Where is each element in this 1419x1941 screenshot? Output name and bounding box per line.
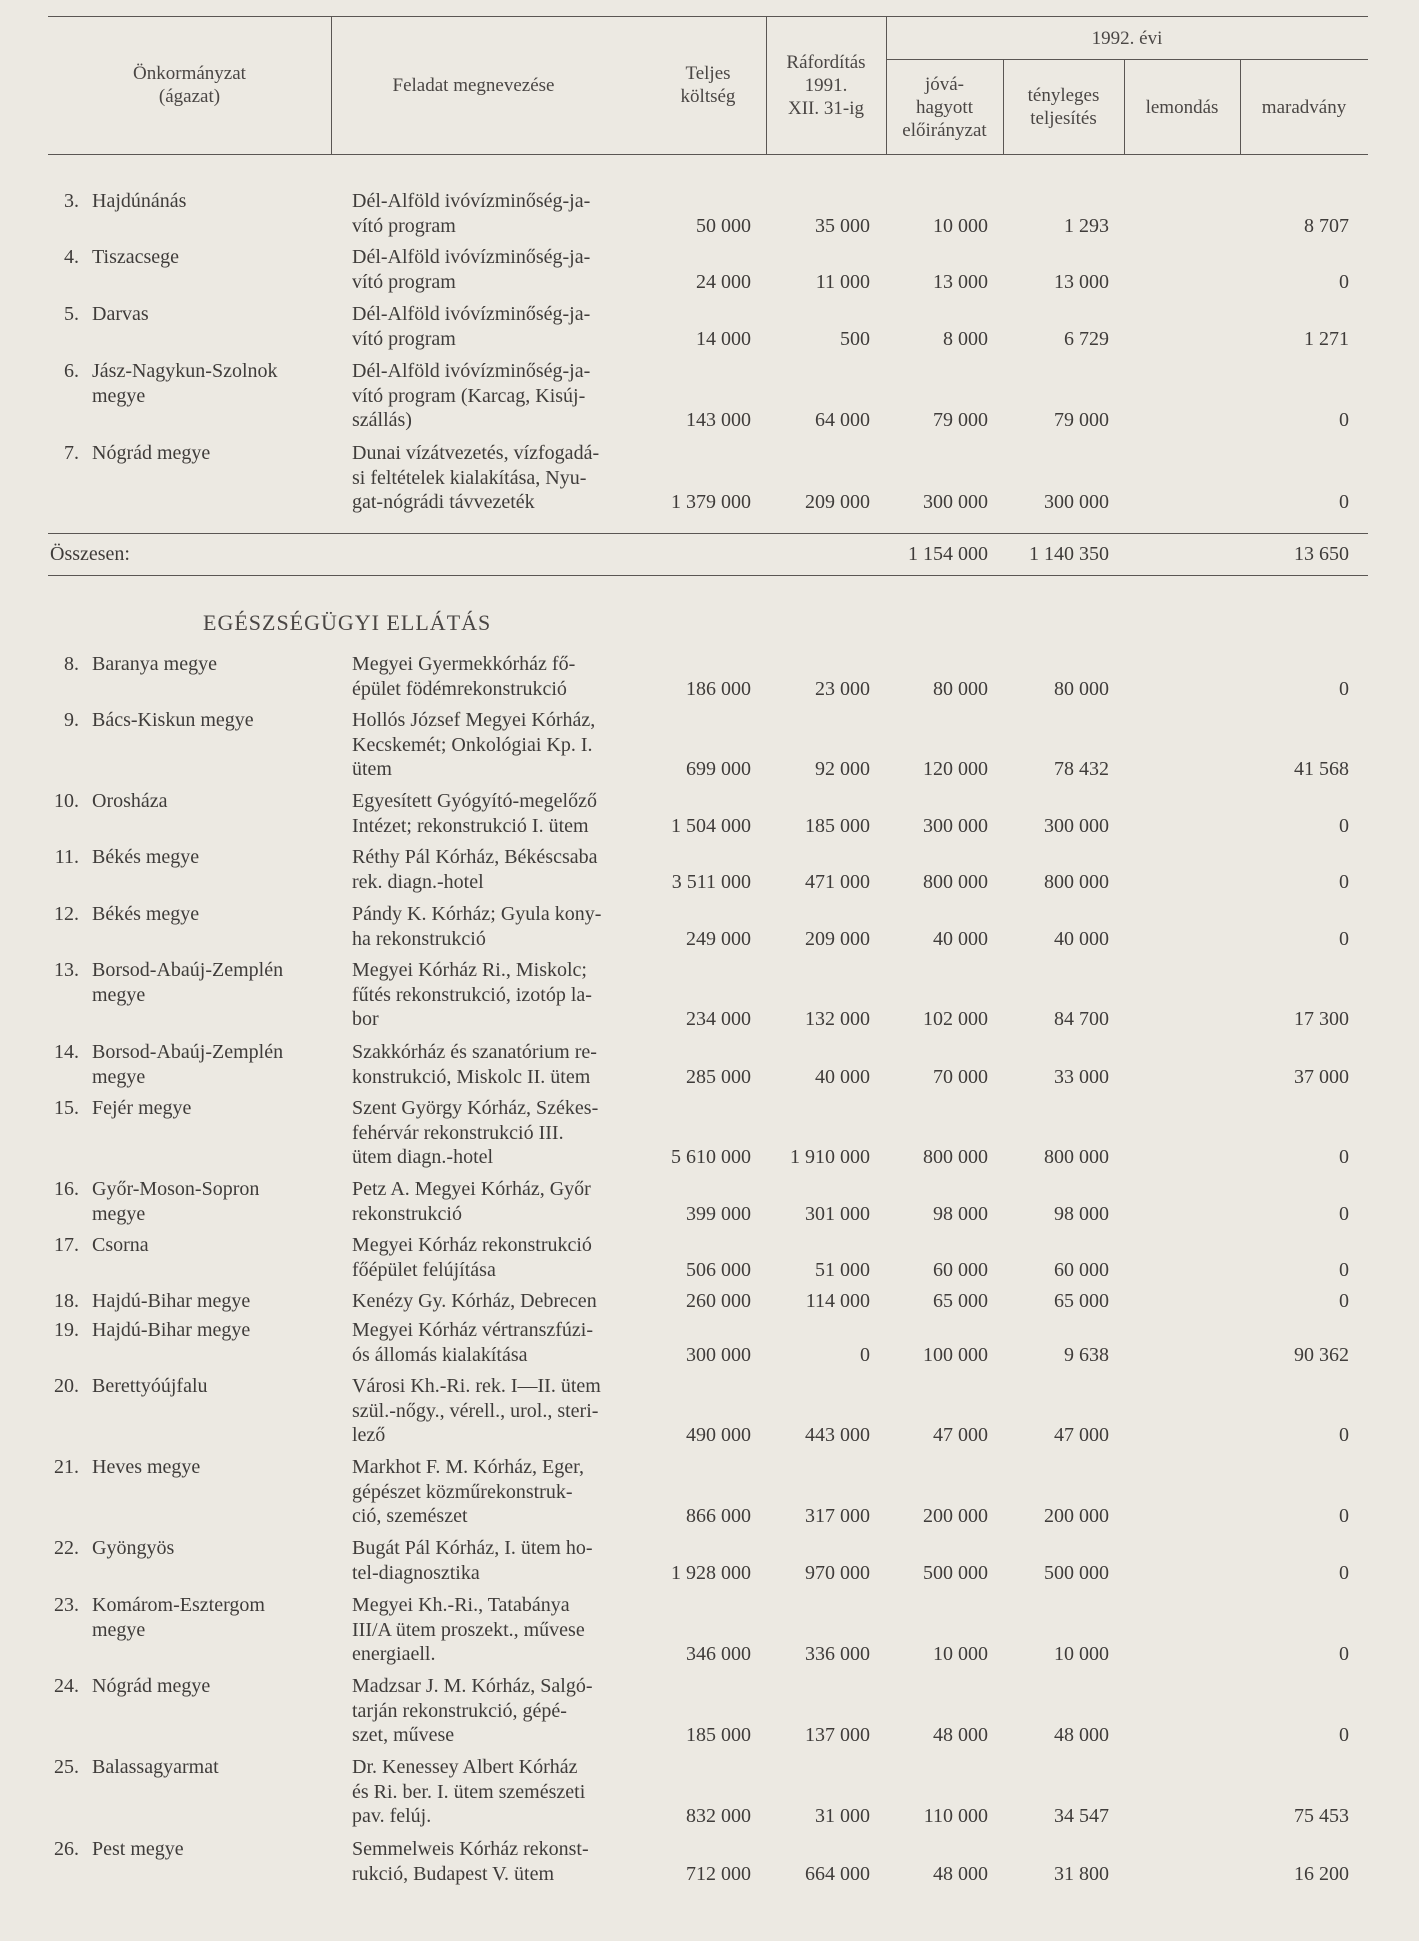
total-cost: 1 928 000 — [671, 1561, 751, 1584]
actual: 84 700 — [1054, 1008, 1109, 1030]
approved: 48 000 — [933, 1862, 988, 1885]
header-actual: tényleges teljesítés — [1027, 85, 1100, 129]
remainder: 17 300 — [1294, 1008, 1349, 1030]
municipality: Hajdúnánás — [92, 190, 187, 212]
actual: 13 000 — [1054, 270, 1109, 293]
spent: 317 000 — [805, 1505, 870, 1527]
remainder: 0 — [1339, 1643, 1349, 1665]
municipality: Jász-Nagykun-Szolnok megye — [92, 360, 278, 407]
header-approved: jóvá- hagyott előirányzat — [902, 73, 987, 141]
task: Egyesített Gyógyító-megelőző Intézet; rekonstrukció I. ütem — [352, 790, 597, 837]
approved: 40 000 — [933, 927, 988, 950]
total-cost: 399 000 — [686, 1202, 751, 1225]
row-number: 11. — [54, 846, 79, 868]
row-number: 16. — [54, 1178, 79, 1200]
spent: 132 000 — [805, 1008, 870, 1030]
approved: 8 000 — [943, 327, 988, 350]
actual: 80 000 — [1054, 677, 1109, 700]
task: Dél-Alföld ivóvízminőség-ja- vító program — [352, 303, 591, 350]
spent: 31 000 — [815, 1805, 870, 1827]
approved: 100 000 — [923, 1343, 988, 1366]
task: Dél-Alföld ivóvízminőség-ja- vító program — [352, 246, 591, 293]
approved: 79 000 — [933, 409, 988, 431]
task: Megyei Kórház vértranszfúzi- ós állomás kialakítása — [352, 1319, 593, 1366]
remainder: 0 — [1339, 1561, 1349, 1584]
remainder: 0 — [1339, 270, 1349, 293]
spent: 209 000 — [805, 491, 870, 513]
total-cost: 699 000 — [686, 758, 751, 780]
row-number: 6. — [64, 360, 79, 382]
approved: 300 000 — [923, 814, 988, 837]
remainder: 75 453 — [1294, 1805, 1349, 1827]
municipality: Fejér megye — [92, 1097, 192, 1119]
task: Megyei Kórház Ri., Miskolc; fűtés rekonstrukció, izotóp la- bor — [352, 959, 592, 1030]
municipality: Tiszacsege — [92, 246, 180, 268]
total-cost: 300 000 — [686, 1343, 751, 1366]
total-cost: 186 000 — [686, 677, 751, 700]
approved: 110 000 — [923, 1805, 988, 1827]
remainder: 0 — [1339, 409, 1349, 431]
total-cost: 490 000 — [686, 1424, 751, 1446]
remainder: 0 — [1339, 491, 1349, 513]
total-cost: 143 000 — [686, 409, 751, 431]
spent: 40 000 — [815, 1065, 870, 1088]
municipality: Békés megye — [92, 846, 200, 868]
spent: 1 910 000 — [790, 1146, 870, 1168]
spent: 11 000 — [815, 270, 870, 293]
task: Madzsar J. M. Kórház, Salgó- tarján rekonstrukció, gépé- szet, művese — [352, 1675, 593, 1746]
municipality: Békés megye — [92, 903, 200, 925]
actual: 47 000 — [1054, 1424, 1109, 1446]
actual: 300 000 — [1044, 814, 1109, 837]
row-number: 17. — [54, 1234, 79, 1256]
total-bottom-rule — [48, 575, 1368, 576]
spent: 500 — [840, 327, 870, 350]
actual: 500 000 — [1044, 1561, 1109, 1584]
remainder: 1 271 — [1304, 327, 1349, 350]
row-number: 5. — [64, 303, 79, 325]
remainder: 41 568 — [1294, 758, 1349, 780]
approved: 98 000 — [933, 1202, 988, 1225]
spent: 92 000 — [815, 758, 870, 780]
total-cost: 866 000 — [686, 1505, 751, 1527]
spent: 209 000 — [805, 927, 870, 950]
header-waived: lemondás — [1145, 96, 1219, 118]
approved: 300 000 — [923, 491, 988, 513]
row-number: 19. — [54, 1319, 79, 1341]
total-cost: 185 000 — [686, 1724, 751, 1746]
actual: 78 432 — [1054, 758, 1109, 780]
approved: 10 000 — [933, 1643, 988, 1665]
spent: 336 000 — [805, 1643, 870, 1665]
task: Markhot F. M. Kórház, Eger, gépészet közműrekonstruk- ció, szemészet — [352, 1456, 584, 1527]
row-number: 20. — [54, 1375, 79, 1397]
total-cost: 3 511 000 — [671, 870, 751, 893]
municipality: Darvas — [92, 303, 149, 325]
task: Kenézy Gy. Kórház, Debrecen — [352, 1290, 597, 1312]
spent: 301 000 — [805, 1202, 870, 1225]
remainder: 0 — [1339, 1424, 1349, 1446]
remainder: 8 707 — [1304, 214, 1349, 237]
actual: 800 000 — [1044, 1146, 1109, 1168]
total-remainder: 13 650 — [1294, 543, 1349, 565]
row-number: 12. — [54, 903, 79, 925]
task: Semmelweis Kórház rekonst- rukció, Budapest V. ütem — [352, 1838, 589, 1885]
actual: 200 000 — [1044, 1505, 1109, 1527]
municipality: Orosháza — [92, 790, 168, 812]
task: Dr. Kenessey Albert Kórház és Ri. ber. I. ütem szemészeti pav. felúj. — [352, 1756, 586, 1827]
row-number: 26. — [54, 1838, 79, 1860]
total-approved: 1 154 000 — [908, 543, 988, 565]
spent: 471 000 — [805, 870, 870, 893]
remainder: 16 200 — [1294, 1862, 1349, 1885]
total-cost: 1 504 000 — [671, 814, 751, 837]
total-cost: 712 000 — [686, 1862, 751, 1885]
task: Szent György Kórház, Székes- fehérvár rekonstrukció III. ütem diagn.-hotel — [352, 1097, 599, 1168]
approved: 800 000 — [923, 1146, 988, 1168]
section-title: EGÉSZSÉGÜGYI ELLÁTÁS — [203, 610, 492, 635]
municipality: Borsod-Abaúj-Zemplén megye — [92, 959, 284, 1006]
task: Városi Kh.-Ri. rek. I—II. ütem szül.-nőgy., vérell., urol., steri- lező — [352, 1375, 601, 1446]
remainder: 0 — [1339, 1146, 1349, 1168]
actual: 40 000 — [1054, 927, 1109, 950]
approved: 800 000 — [923, 870, 988, 893]
actual: 34 547 — [1054, 1805, 1109, 1827]
approved: 60 000 — [933, 1258, 988, 1281]
total-cost: 24 000 — [696, 270, 751, 293]
total-cost: 14 000 — [696, 327, 751, 350]
municipality: Borsod-Abaúj-Zemplén megye — [92, 1041, 284, 1088]
header-task: Feladat megnevezése — [392, 74, 555, 96]
total-cost: 346 000 — [686, 1643, 751, 1665]
row-number: 25. — [54, 1756, 79, 1778]
approved: 48 000 — [933, 1724, 988, 1746]
actual: 98 000 — [1054, 1202, 1109, 1225]
municipality: Heves megye — [92, 1456, 201, 1478]
total-cost: 50 000 — [696, 214, 751, 237]
municipality: Csorna — [92, 1234, 149, 1256]
spent: 23 000 — [815, 677, 870, 700]
row-number: 9. — [64, 709, 79, 731]
task: Szakkórház és szanatórium re- konstrukció, Miskolc II. ütem — [352, 1041, 597, 1088]
municipality: Hajdú-Bihar megye — [92, 1319, 251, 1341]
remainder: 0 — [1339, 1258, 1349, 1281]
task: Réthy Pál Kórház, Békéscsaba rek. diagn.-hotel — [352, 846, 598, 893]
total-top-rule — [48, 533, 1368, 534]
spent: 443 000 — [805, 1424, 870, 1446]
remainder: 37 000 — [1294, 1065, 1349, 1088]
approved: 102 000 — [923, 1008, 988, 1030]
actual: 48 000 — [1054, 1724, 1109, 1746]
actual: 9 638 — [1064, 1343, 1109, 1366]
task: Dél-Alföld ivóvízminőség-ja- vító program — [352, 190, 591, 237]
total-actual: 1 140 350 — [1029, 543, 1109, 565]
actual: 6 729 — [1064, 327, 1109, 350]
row-number: 23. — [54, 1594, 79, 1616]
header-spent: Ráfordítás 1991. XII. 31-ig — [786, 51, 866, 119]
actual: 300 000 — [1044, 491, 1109, 513]
approved: 80 000 — [933, 677, 988, 700]
municipality: Nógrád megye — [92, 1675, 211, 1697]
municipality: Hajdú-Bihar megye — [92, 1290, 251, 1312]
total-cost: 832 000 — [686, 1805, 751, 1827]
actual: 33 000 — [1054, 1065, 1109, 1088]
total-cost: 234 000 — [686, 1008, 751, 1030]
municipality: Bács-Kiskun megye — [92, 709, 254, 731]
row-number: 18. — [54, 1290, 79, 1312]
actual: 65 000 — [1054, 1290, 1109, 1312]
spent: 970 000 — [805, 1561, 870, 1584]
municipality: Nógrád megye — [92, 442, 211, 464]
spent: 0 — [860, 1343, 870, 1366]
approved: 13 000 — [933, 270, 988, 293]
actual: 800 000 — [1044, 870, 1109, 893]
task: Dunai vízátvezetés, vízfogadá- si feltételek kialakítása, Nyu- gat-nógrádi távvezeték — [352, 442, 600, 513]
actual: 31 800 — [1054, 1862, 1109, 1885]
task: Megyei Kh.-Ri., Tatabánya III/A ütem proszekt., művese energiaell. — [352, 1594, 585, 1665]
approved: 70 000 — [933, 1065, 988, 1088]
task: Pándy K. Kórház; Gyula kony- ha rekonstrukció — [352, 903, 602, 950]
municipality: Gyöngyös — [92, 1537, 175, 1559]
row-number: 15. — [54, 1097, 79, 1119]
row-number: 13. — [54, 959, 79, 981]
actual: 79 000 — [1054, 409, 1109, 431]
spent: 114 000 — [805, 1290, 870, 1312]
row-number: 4. — [64, 246, 79, 268]
remainder: 0 — [1339, 814, 1349, 837]
approved: 10 000 — [933, 214, 988, 237]
remainder: 90 362 — [1294, 1343, 1349, 1366]
actual: 1 293 — [1064, 214, 1109, 237]
actual: 10 000 — [1054, 1643, 1109, 1665]
task: Megyei Gyermekkórház fő- épület födémrekonstrukció — [352, 653, 576, 700]
task: Bugát Pál Kórház, I. ütem ho- tel-diagnosztika — [352, 1537, 593, 1584]
municipality: Komárom-Esztergom megye — [92, 1594, 265, 1641]
task: Petz A. Megyei Kórház, Győr rekonstrukció — [352, 1178, 591, 1225]
remainder: 0 — [1339, 677, 1349, 700]
row-number: 10. — [54, 790, 79, 812]
remainder: 0 — [1339, 1505, 1349, 1527]
row-number: 21. — [54, 1456, 79, 1478]
row-number: 8. — [64, 653, 79, 675]
spent: 137 000 — [805, 1724, 870, 1746]
total-label: Összesen: — [50, 543, 130, 565]
total-cost: 5 610 000 — [671, 1146, 751, 1168]
header-total-cost: Teljes költség — [680, 63, 736, 107]
remainder: 0 — [1339, 1290, 1349, 1312]
row-number: 3. — [64, 190, 79, 212]
approved: 65 000 — [933, 1290, 988, 1312]
spent: 64 000 — [815, 409, 870, 431]
total-cost: 506 000 — [686, 1258, 751, 1281]
row-number: 24. — [54, 1675, 79, 1697]
task: Hollós József Megyei Kórház, Kecskemét; Onkológiai Kp. I. ütem — [352, 709, 596, 780]
total-cost: 1 379 000 — [671, 491, 751, 513]
total-cost: 260 000 — [686, 1290, 751, 1312]
row-number: 7. — [64, 442, 79, 464]
approved: 500 000 — [923, 1561, 988, 1584]
municipality: Pest megye — [92, 1838, 184, 1860]
header-year-group: 1992. évi — [1091, 27, 1163, 49]
total-cost: 249 000 — [686, 927, 751, 950]
approved: 200 000 — [923, 1505, 988, 1527]
row-number: 14. — [54, 1041, 79, 1063]
municipality: Győr-Moson-Sopron megye — [92, 1178, 260, 1225]
remainder: 0 — [1339, 1202, 1349, 1225]
task: Dél-Alföld ivóvízminőség-ja- vító program (Karcag, Kisúj- szállás) — [352, 360, 591, 431]
municipality: Baranya megye — [92, 653, 217, 675]
spent: 185 000 — [805, 814, 870, 837]
remainder: 0 — [1339, 1724, 1349, 1746]
spent: 35 000 — [815, 214, 870, 237]
remainder: 0 — [1339, 870, 1349, 893]
remainder: 0 — [1339, 927, 1349, 950]
approved: 120 000 — [923, 758, 988, 780]
total-cost: 285 000 — [686, 1065, 751, 1088]
header-remainder: maradvány — [1261, 96, 1347, 118]
approved: 47 000 — [933, 1424, 988, 1446]
municipality: Balassagyarmat — [92, 1756, 219, 1778]
header-municipality: Önkormányzat (ágazat) — [133, 63, 246, 107]
spent: 51 000 — [815, 1258, 870, 1281]
municipality: Berettyóújfalu — [92, 1375, 208, 1397]
spent: 664 000 — [805, 1862, 870, 1885]
row-number: 22. — [54, 1537, 79, 1559]
task: Megyei Kórház rekonstrukció főépület felújítása — [352, 1234, 592, 1281]
actual: 60 000 — [1054, 1258, 1109, 1281]
